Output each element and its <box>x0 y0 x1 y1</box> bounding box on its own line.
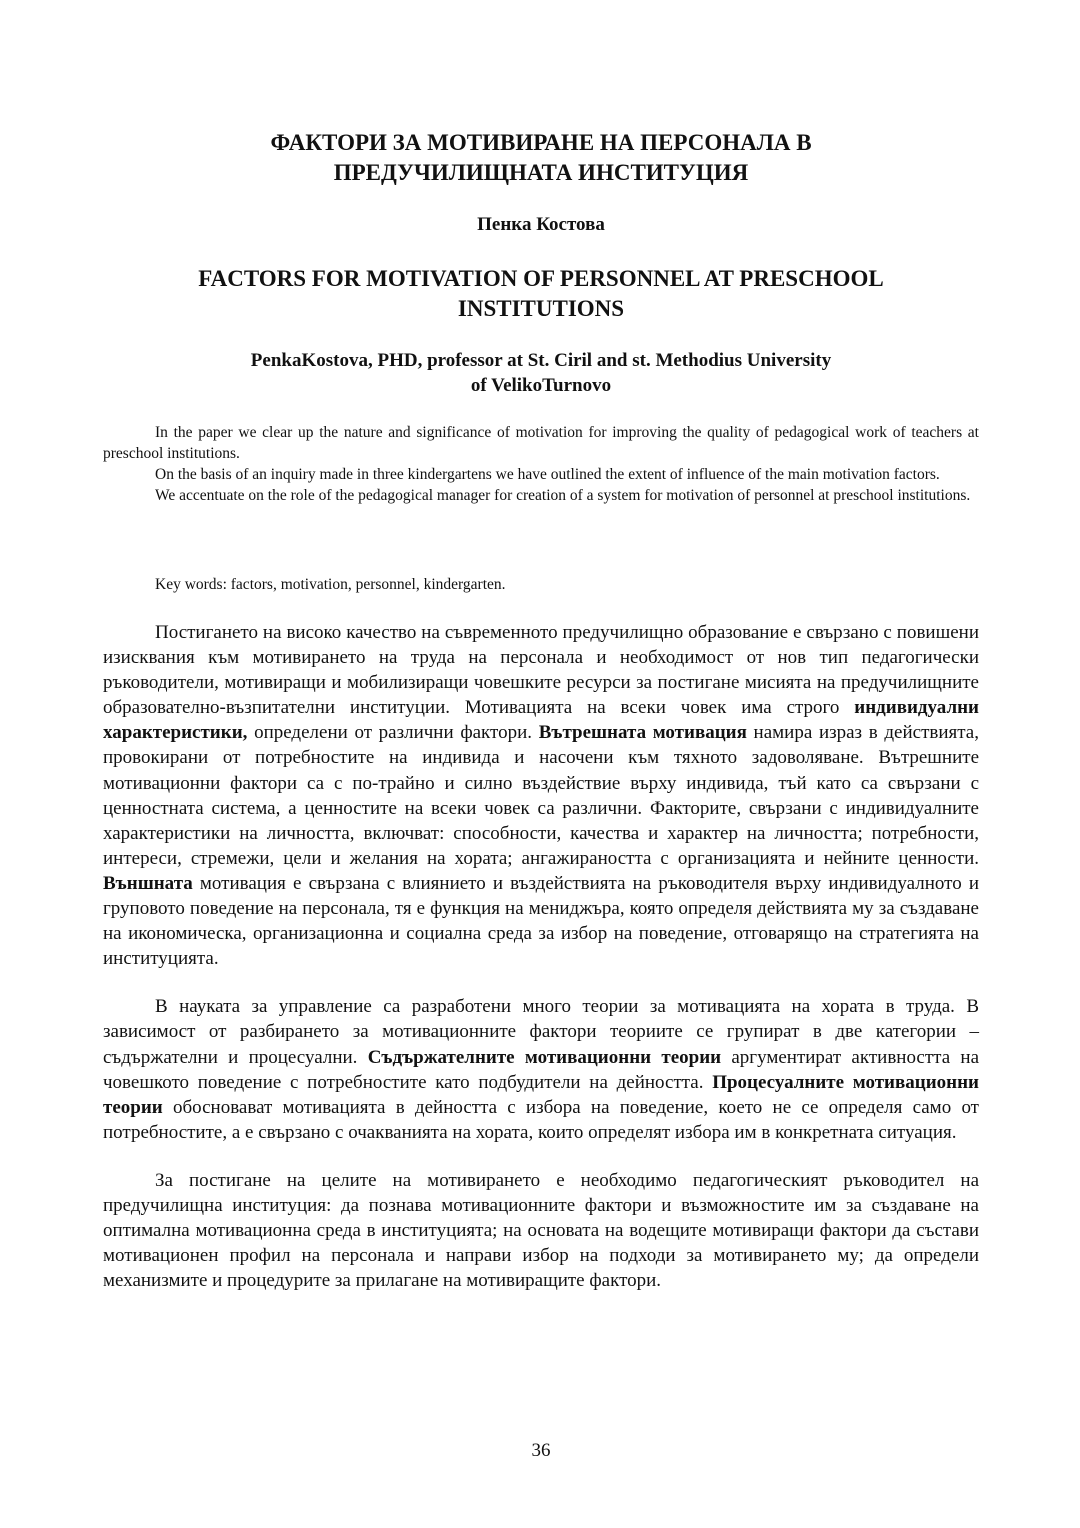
keywords: Key words: factors, motivation, personnel, kindergarten. <box>155 576 506 593</box>
document-page <box>103 0 979 1528</box>
author-affiliation <box>103 348 979 398</box>
title-en-line2: INSTITUTIONS <box>457 296 625 321</box>
title-bg-line2: ПРЕДУЧИЛИЩНАТА ИНСТИТУЦИЯ <box>333 160 749 185</box>
body-p2-bold-1: Съдържателните мотивационни теории <box>367 1046 722 1068</box>
abstract-paragraph-3: We accentuate on the role of the pedagogical manager for creation of a system for motivation of personnel at preschool institutions. <box>155 487 971 504</box>
title-bg-line1: ФАКТОРИ ЗА МОТИВИРАНЕ НА ПЕРСОНАЛА В <box>270 130 812 155</box>
abstract-paragraph-1: In the paper we clear up the nature and significance of motivation for improving the quality of pedagogical work of teachers at preschool institutions. <box>103 424 979 462</box>
body-p1-text-d: намира израз в действията, провокирани от потребностите на индивида и насочени към тяхното задоволяване. Вътрешните мотивационни фактори са с по-трайно и силно въздействие върху индивида, тъй като са свързани с ценностната система, а ценностите на всеки човек са различни. Факторите, свързани с индивидуалните характеристики на личността, включват: способности, качества и характер на личността; потребности, интереси, стремежи, цели и желания на хората; ангажираността с организацията и нейните ценности. <box>103 722 979 869</box>
body-p1-bold-3: Външната <box>103 872 193 894</box>
title-en-line1: FACTORS FOR MOTIVATION OF PERSONNEL AT PRESCHOOL <box>198 266 884 291</box>
body-p2-bold-2: Процесуалните мотивационни теории <box>103 1071 979 1118</box>
body-p1-text-e: мотивация е свързана с влиянието и въздействията на ръководителя върху индивидуалното и груповото поведение на персонала, тя е функция на мениджъра, която определя действията му за създаване на икономическа, организационна и социална среда за избор на поведение, отговарящо на стратегията на институцията. <box>103 872 979 970</box>
body-paragraph-3: За постигане на целите на мотивирането е необходимо педагогическият ръководител на предучилищна институция: да познава мотивационните фактори и възможностите им за създаване на оптимална мотивационна среда в институцията; на основата на водещите мотивиращи фактори да състави мотивационен профил на персонала и направи избор на подходи за мотивирането му; да определи механизмите и процедурите за прилагане на мотивиращите фактори. <box>103 1169 979 1292</box>
author-bulgarian: Пенка Костова <box>477 214 605 235</box>
body-paragraph-2 <box>103 994 979 1145</box>
affiliation-line2: of VelikoTurnovo <box>470 375 612 396</box>
body-p1-text-c: определени от различни фактори. <box>247 722 539 744</box>
body-text <box>103 620 979 1316</box>
title-english <box>103 264 979 324</box>
body-paragraph-1 <box>103 620 979 971</box>
body-p1-text-a: Постигането на високо качество на съвременното предучилищно образование е свързано с повишени изисквания към мотивирането на труда на персонала и необходимост от нов тип педагогически ръководители, мотивиращи и мобилизиращи човешките ресурси за постигане мисията на предучилищните образователно-възпитателни институции. Мотивацията на всеки човек има строго <box>103 622 979 719</box>
page-number: 36 <box>531 1440 551 1461</box>
title-bulgarian <box>103 128 979 188</box>
abstract <box>103 422 979 506</box>
abstract-paragraph-2: On the basis of an inquiry made in three kindergartens we have outlined the extent of influence of the main motivation factors. <box>155 466 940 483</box>
body-p2-text-c: аргументират активността на човешкото поведение с потребностите като подбудители на дейността. <box>103 1046 980 1093</box>
body-p2-text-d: обосновават мотивацията в дейността с избора на поведение, което не се определя само от потребностите, а е свързано с очакванията на хората, които определят избора им в конкретната ситуация. <box>103 1096 979 1143</box>
affiliation-line1: PenkaKostova, PHD, professor at St. Ciril and st. Methodius University <box>250 350 832 371</box>
body-p2-text-a: В науката за управление са разработени много теории за мотивацията на хората в труда. В зависимост от разбирането за мотивационните фактори теориите се групират в две категории – съдържателни и процесуални. <box>103 996 979 1068</box>
body-p1-bold-2: Вътрешната мотивация <box>538 722 747 744</box>
body-p1-bold-1: индивидуални характеристики, <box>103 697 979 744</box>
